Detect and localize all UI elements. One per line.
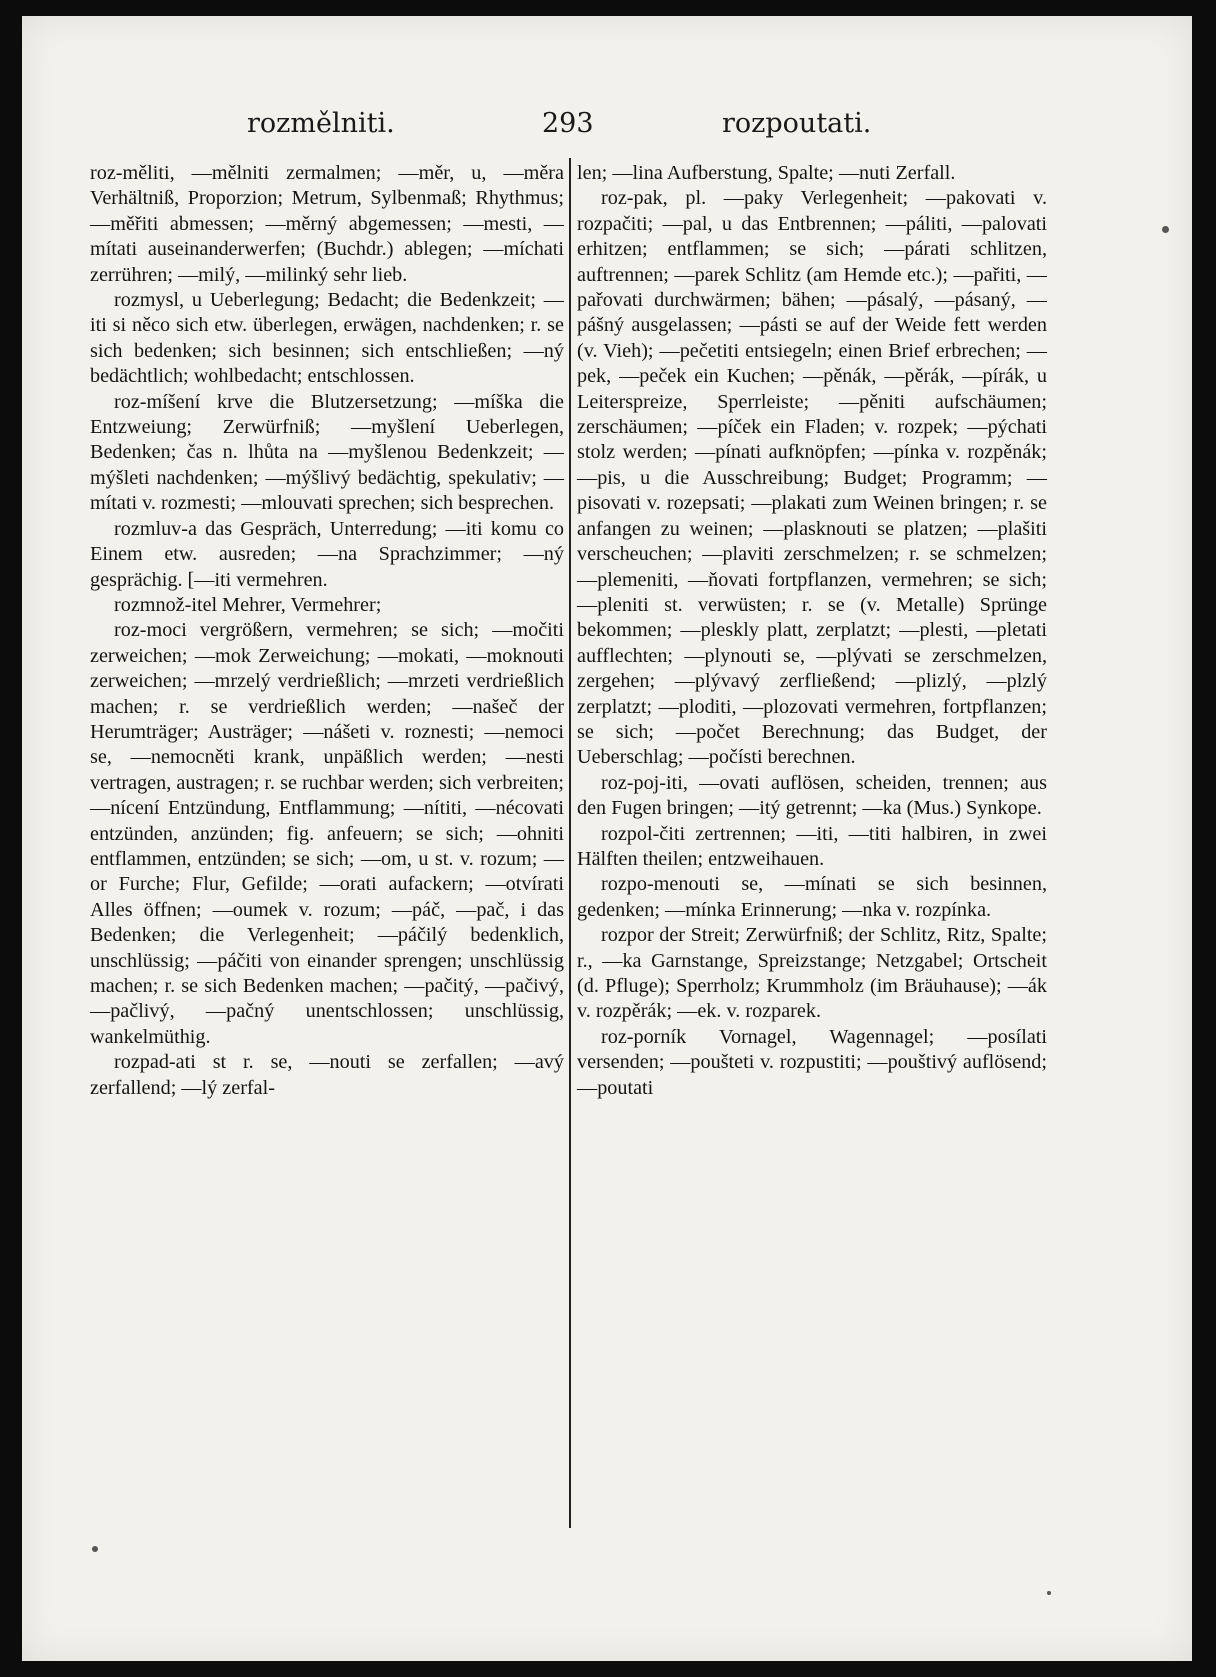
entry-paragraph: rozpor der Streit; Zerwürfniß; der Schlitz, Ritz, Spalte; r., —ka Garnstange, Spreizstange; Netzgabel; Ortscheit (d. Pfluge); Sperrholz; Krummholz (im Bräuhause); —ák v. rozpěrák; —ek. v. rozparek. (577, 924, 1047, 1023)
entry-paragraph: rozmnož-itel Mehrer, Vermehrer; (114, 593, 382, 616)
page-header (22, 108, 1192, 148)
ink-speck (1047, 1591, 1051, 1595)
entry-paragraph: rozpo-menouti se, —mínati se sich besinnen, gedenken; —mínka Erinnerung; —nka v. rozpínka. (577, 873, 1047, 921)
entry-paragraph: rozpad-ati st r. se, —nouti se zerfallen; —avý zerfallend; —lý zerfal- (90, 1051, 564, 1099)
entry-paragraph: len; —lina Aufberstung, Spalte; —nuti Zerfall. (577, 162, 956, 184)
page-number: 293 (542, 108, 594, 139)
column-divider (569, 158, 571, 1528)
entry-paragraph: roz-míšení krve die Blutzersetzung; —míška die Entzweiung; Zerwürfniß; —myšlení Ueberlegen, Bedenken; čas n. lhůta na —myšlenou Bedenkzeit; —mýšleti nachdenken; —mýšlivý bedächtig, spekulativ; —mítati v. rozmesti; —mlouvati sprechen; sich besprechen. (90, 390, 564, 515)
entry-paragraph: roz-měliti, —mělniti zermalmen; —měr, u, —měra Verhältniß, Proporzion; Metrum, Sylbenmaß; Rhythmus; —měřiti abmessen; —měrný abgemessen; —mesti, —mítati auseinanderwerfen; (Buchdr.) ablegen; —míchati zerrühren; —milý, —milinký sehr lieb. (90, 162, 564, 286)
entry-paragraph: rozpol-čiti zertrennen; —iti, —titi halbiren, in zwei Hälften theilen; entzweihauen. (577, 822, 1047, 870)
entry-paragraph: roz-poj-iti, —ovati auflösen, scheiden, trennen; aus den Fugen bringen; —itý getrennt; —ka (Mus.) Synkope. (577, 771, 1047, 820)
entry-paragraph: rozmysl, u Ueberlegung; Bedacht; die Bedenkzeit; —iti si něco sich etw. überlegen, erwägen, nachdenken; r. se sich bedenken; sich besinnen; sich entschließen; —ný bedächtlich; wohlbedacht; entschlossen. (90, 289, 564, 388)
ink-speck (1162, 226, 1169, 233)
entry-paragraph: roz-porník Vornagel, Wagennagel; —posílati versenden; —poušteti v. rozpustiti; —pouštivý auflösend; —poutati (577, 1025, 1047, 1099)
header-right-guideword: rozpoutati. (722, 108, 872, 139)
entry-paragraph: roz-moci vergrößern, vermehren; se sich; —močiti zerweichen; —mok Zerweichung; —mokati, —moknouti zerweichen; —mrzelý verdrießlich; —mrzeti verdrießlich machen; r. se verdrießlich werden; —našeč der Herumträger; Austräger; —nášeti v. roznesti; —nemoci se, —nemocněti krank, unpäßlich werden; —nesti vertragen, austragen; r. se ruchbar werden; sich verbreiten; —nícení Entzündung, Entflammung; —nítiti, —nécovati entzünden, anzünden; fig. anfeuern; se sich; —ohniti entflammen, entzünden; se sich; —om, u st. v. rozum; —or Furche; Flur, Gefilde; —orati aufackern; —otvírati Alles öffnen; —oumek v. rozum; —páč, —pač, i das Bedenken; die Verlegenheit; —páčilý bedenklich, unschlüssig; —páčiti von einander sprengen; unschlüssig machen; r. se sich Bedenken machen; —pačitý, —pačivý, —pačlivý, —pačný unentschlossen; unschlüssig, wankelmüthig. (90, 619, 564, 1048)
dictionary-page (22, 16, 1192, 1661)
header-left-guideword: rozmělniti. (247, 108, 395, 139)
entry-paragraph: roz-pak, pl. —paky Verlegenheit; —pakovati v. rozpačiti; —pal, u das Entbrennen; —páliti, —palovati erhitzen; entflammen; se sich; —párati schlitzen, auftrennen; —parek Schlitz (am Hemde etc.); —pařiti, —pařovati durchwärmen; bähen; —pásalý, —pásaný, —pášný ausgelassen; —pásti se auf der Weide fett werden (v. Vieh); —pečetiti entsiegeln; einen Brief erbrechen; —pek, —peček ein Kuchen; —pěnák, —pěrák, —pírák, u Leiterspreize, Sperrleiste; —pěniti aufschäumen; zerschäumen; —píček ein Fladen; v. rozpek; —pýchati stolz werden; —pínati aufknöpfen; —pínka v. rozpěnák; —pis, u die Ausschreibung; Budget; Programm; —pisovati v. rozepsati; —plakati zum Weinen bringen; r. se anfangen zu weinen; —plasknouti se platzen; —plašiti verscheuchen; —plaviti zerschmelzen; r. se schmelzen; —plemeniti, —ňovati fortpflanzen, vermehren; se sich; —pleniti st. verwüsten; r. se (v. Metalle) Sprünge bekommen; —pleskly platt, zerplatzt; —plesti, —pletati aufflechten; —plynouti se, —plývati se zerschmelzen, zergehen; —plývavý zerfließend; —plizlý, —plzlý zerplatzt; —ploditi, —plozovati vermehren, fortpflanzen; se sich; —počet Berechnung; das Budget, der Ueberschlag; —počísti berechnen. (577, 187, 1047, 769)
right-column (577, 161, 1047, 1101)
ink-speck (92, 1546, 98, 1552)
left-column (90, 161, 564, 1101)
entry-paragraph: rozmluv-a das Gespräch, Unterredung; —iti komu co Einem etw. ausreden; —na Sprachzimmer; —ný gesprächig. [—iti vermehren. (90, 517, 564, 591)
